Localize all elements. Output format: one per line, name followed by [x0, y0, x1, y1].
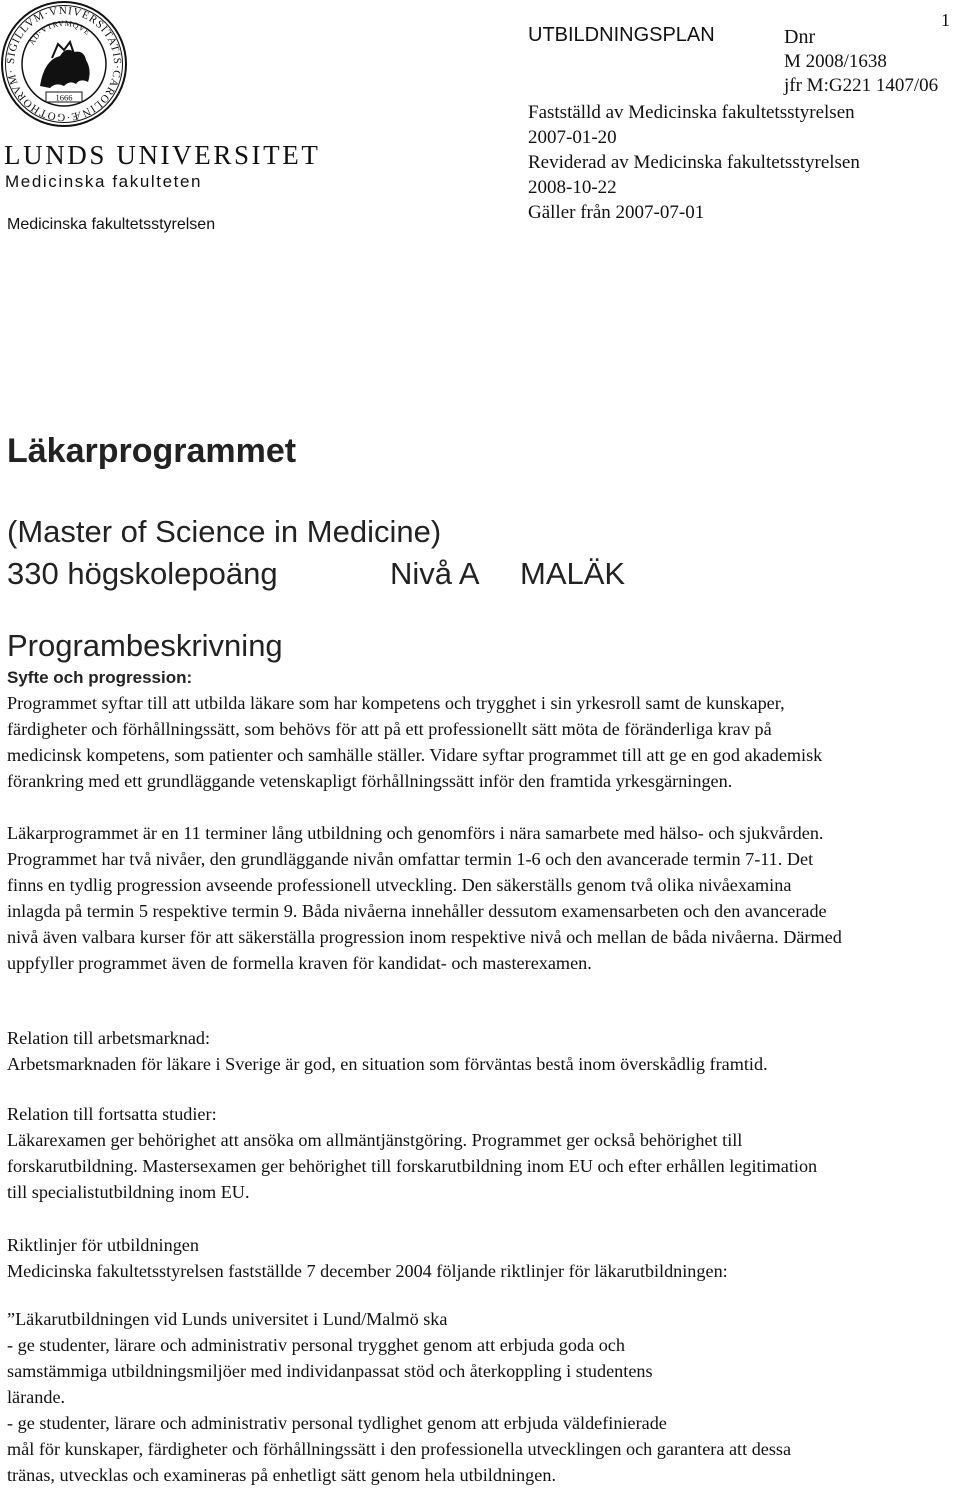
faculty-board-label: Medicinska fakultetsstyrelsen — [7, 216, 216, 233]
svg-text:SIGILLVM·VNIVERSITATIS·CAROLIN: SIGILLVM·VNIVERSITATIS·CAROLINÆ·GOTHORVM· — [4, 4, 124, 124]
quote-line: lärande. — [7, 1387, 66, 1407]
quote-line: ”Läkarutbildningen vid Lunds universitet i Lund/Malmö ska — [7, 1309, 448, 1329]
degree-name: (Master of Science in Medicine) — [7, 514, 442, 549]
dnr-reference: jfr M:G221 1407/06 — [784, 75, 939, 96]
quote-line: tränas, utvecklas och examineras på enhetligt sätt genom hela utbildningen. — [7, 1465, 556, 1485]
credits: 330 högskolepoäng — [7, 556, 278, 591]
structure-line: inlagda på termin 5 respektive termin 9. Båda nivåerna innehåller dessutom examensarbeten och den avancerade — [7, 901, 827, 921]
program-code: MALÄK — [520, 556, 626, 591]
purpose-line: medicinsk kompetens, som patienter och samhälle ställer. Vidare syftar programmet till att ge en god akademisk — [7, 745, 823, 765]
quote-bullet-prefix: - ge studenter, lärare och administrativ personal — [7, 1335, 358, 1355]
further-studies-line: till specialistutbildning inom EU. — [7, 1182, 250, 1202]
revised-date: 2008-10-22 — [528, 177, 617, 198]
program-title: Läkarprogrammet — [7, 432, 297, 470]
established-date: 2007-01-20 — [528, 127, 617, 148]
structure-line: uppfyller programmet även de formella kraven för kandidat- och masterexamen. — [7, 953, 592, 973]
section-heading: Programbeskrivning — [7, 628, 283, 663]
labour-market-line: Arbetsmarknaden för läkare i Sverige är god, en situation som förväntas bestå inom överskådlig framtid. — [7, 1054, 768, 1074]
level: Nivå A — [390, 556, 480, 591]
university-wordmark: LUNDS UNIVERSITET — [4, 140, 321, 170]
further-studies-line: Läkarexamen ger behörighet att ansöka om allmäntjänstgöring. Programmet ger också behörighet till — [7, 1130, 743, 1150]
purpose-line: förankring med ett grundläggande vetenskapligt förhållningssätt inför den framtida yrkesgärningen. — [7, 771, 733, 791]
labour-market-heading: Relation till arbetsmarknad: — [7, 1028, 211, 1048]
purpose-heading: Syfte och progression: — [7, 668, 193, 687]
svg-text:AD·VTRVMQVE: AD·VTRVMQVE — [27, 18, 93, 47]
structure-line: Läkarprogrammet är en 11 terminer lång utbildning och genomförs i nära samarbete med hälso- och sjukvården. — [7, 823, 824, 843]
purpose-line: Programmet syftar till att utbilda läkare som har kompetens och trygghet i sin yrkesroll samt de kunskaper, — [7, 693, 785, 713]
further-studies-heading: Relation till fortsatta studier: — [7, 1104, 217, 1124]
guidelines-heading: Riktlinjer för utbildningen — [7, 1235, 199, 1255]
quote-keyword: tydlighet — [357, 1413, 423, 1433]
quote-bullet — [7, 1335, 625, 1356]
quote-bullet-suffix: genom att erbjuda goda och — [418, 1335, 625, 1355]
structure-line: finns en tydlig progression avseende professionell utveckling. Den säkerställs genom två olika nivåexamina — [7, 875, 792, 895]
quote-line: mål för kunskaper, färdigheter och förhållningssätt i den professionella utvecklingen och garantera att dessa — [7, 1439, 792, 1459]
svg-text:1666: 1666 — [55, 92, 73, 103]
guidelines-intro: Medicinska fakultetsstyrelsen fastställde 7 december 2004 följande riktlinjer för läkarutbildningen: — [7, 1261, 728, 1281]
quote-bullet-prefix: - ge studenter, lärare och administrativ personal — [7, 1413, 358, 1433]
valid-from-clip — [520, 198, 820, 219]
faculty-wordmark: Medicinska fakulteten — [5, 172, 203, 191]
revised-by: Reviderad av Medicinska fakultetsstyrelsen — [528, 152, 860, 173]
structure-line: Programmet har två nivåer, den grundläggande nivån omfattar termin 1-6 och den avancerade termin 7-11. Det — [7, 849, 814, 869]
structure-line: nivå även valbara kurser för att säkerställa progression inom respektive nivå och mellan de båda nivåerna. Därmed — [7, 927, 842, 947]
university-seal-logo — [0, 0, 128, 128]
dnr-label: Dnr — [784, 26, 816, 48]
established-by: Fastställd av Medicinska fakultetsstyrelsen — [528, 102, 855, 123]
page-number: 1 — [941, 10, 950, 30]
quote-line: samstämmiga utbildningsmiljöer med individanpassat stöd och återkoppling i studentens — [7, 1361, 653, 1381]
further-studies-line: forskarutbildning. Mastersexamen ger behörighet till forskarutbildning inom EU och efter erhållen legitimation — [7, 1156, 818, 1176]
quote-bullet — [7, 1413, 667, 1434]
quote-bullet-suffix: genom att erbjuda väldefinierade — [422, 1413, 667, 1433]
document-type: UTBILDNINGSPLAN — [528, 24, 715, 46]
valid-from: Gäller från 2007-07-01 — [528, 202, 705, 219]
dnr-number: M 2008/1638 — [784, 51, 887, 72]
purpose-line: färdigheter och förhållningssätt, som behövs för att på ett professionellt sätt möta de föränderliga krav på — [7, 719, 772, 739]
quote-keyword: trygghet — [357, 1335, 419, 1355]
